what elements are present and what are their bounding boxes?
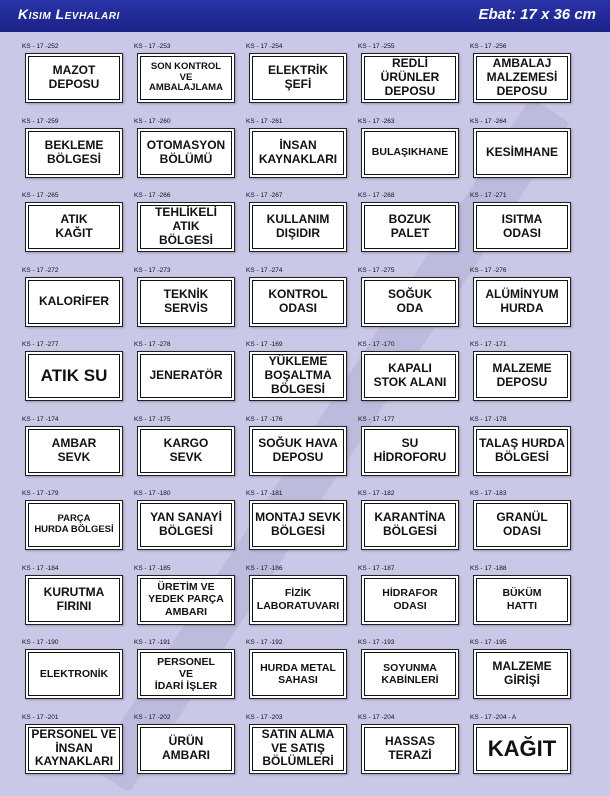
sign-label: YÜKLEME BOŞALTMA BÖLGESİ [264, 354, 332, 396]
product-code: KS - 17 -179 [22, 490, 59, 497]
sign-cell [246, 193, 344, 268]
sign-cell [22, 44, 120, 119]
sign-label: MALZEME DEPOSU [492, 361, 552, 389]
sign-label: İNSAN KAYNAKLARI [258, 137, 338, 166]
sign-plate[interactable] [137, 649, 235, 699]
sign-label: SON KONTROL VE AMBALAJLAMA [149, 60, 223, 94]
sign-plate[interactable] [361, 128, 459, 178]
sign-plate[interactable] [249, 128, 347, 178]
sign-plate[interactable] [249, 426, 347, 476]
product-code: KS - 17 -184 [22, 564, 59, 572]
sign-label: HASSAS TERAZİ [384, 733, 435, 762]
sign-cell [470, 715, 568, 790]
sign-label: ATIK KAĞIT [55, 212, 93, 240]
sign-cell [22, 566, 120, 641]
sign-plate[interactable] [25, 500, 123, 550]
sign-plate[interactable] [249, 351, 347, 401]
sign-cell [22, 640, 120, 715]
product-code: KS - 17 -256 [470, 43, 507, 50]
product-code: KS - 17 -271 [470, 192, 507, 199]
product-code: KS - 17 -188 [470, 564, 507, 572]
sign-cell [358, 715, 456, 790]
sign-label: REDLİ ÜRÜNLER DEPOSU [380, 56, 440, 98]
sign-cell [358, 193, 456, 268]
sign-plate[interactable] [361, 202, 459, 252]
sign-cell [358, 417, 456, 492]
product-code: KS - 17 -178 [470, 415, 507, 423]
sign-plate[interactable] [473, 277, 571, 327]
sign-label: BOZUK PALET [388, 212, 432, 240]
sign-cell [358, 491, 456, 566]
product-code: KS - 17 -267 [246, 192, 283, 199]
sign-cell [470, 417, 568, 492]
sign-label: PERSONEL VE İNSAN KAYNAKLARI [31, 726, 117, 769]
sign-label: ÜRÜN AMBARI [162, 733, 210, 762]
sign-cell [246, 566, 344, 641]
sign-plate[interactable] [249, 277, 347, 327]
sign-plate[interactable] [361, 426, 459, 476]
product-code: KS - 17 -273 [134, 266, 171, 274]
sign-plate[interactable] [473, 575, 571, 625]
sign-cell [134, 193, 232, 268]
sign-cell [22, 119, 120, 194]
product-code: KS - 17 -171 [470, 341, 507, 348]
product-code: KS - 17 -264 [470, 117, 507, 125]
sign-plate[interactable] [137, 53, 235, 103]
product-code: KS - 17 -192 [246, 639, 283, 646]
product-code: KS - 17 -174 [22, 415, 59, 423]
sign-plate[interactable] [473, 351, 571, 401]
product-code: KS - 17 -265 [22, 192, 59, 199]
sign-label: BEKLEME BÖLGESİ [44, 137, 104, 166]
sign-cell [470, 119, 568, 194]
sign-cell [470, 566, 568, 641]
sign-label: SOYUNMA KABİNLERİ [381, 661, 439, 686]
sign-cell [246, 417, 344, 492]
sign-plate[interactable] [25, 575, 123, 625]
sign-plate[interactable] [249, 53, 347, 103]
sign-plate[interactable] [137, 277, 235, 327]
sign-plate[interactable] [473, 53, 571, 103]
sign-plate[interactable] [361, 649, 459, 699]
sign-plate[interactable] [249, 500, 347, 550]
sign-label: FİZİK LABORATUVARI [256, 587, 340, 612]
product-code: KS - 17 -183 [470, 490, 507, 497]
product-code: KS - 17 -260 [134, 117, 171, 125]
sign-label: BÜKÜM HATTI [502, 587, 542, 612]
sign-cell [134, 268, 232, 343]
sign-plate[interactable] [137, 351, 235, 401]
sign-plate[interactable] [361, 351, 459, 401]
sign-plate[interactable] [25, 724, 123, 774]
sign-label: KONTROL ODASI [268, 286, 328, 315]
sign-plate[interactable] [25, 202, 123, 252]
sign-label: MALZEME GİRİŞİ [492, 659, 552, 687]
sign-cell [358, 268, 456, 343]
sign-cell [134, 491, 232, 566]
product-code: KS - 17 -170 [358, 341, 395, 348]
product-code: KS - 17 -275 [358, 266, 395, 274]
sign-plate[interactable] [473, 500, 571, 550]
sign-cell [246, 342, 344, 417]
sign-plate[interactable] [249, 575, 347, 625]
sign-cell [134, 342, 232, 417]
sign-label: SOĞUK HAVA DEPOSU [258, 435, 338, 464]
sign-cell [470, 44, 568, 119]
product-code: KS - 17 -181 [246, 490, 283, 497]
sign-plate[interactable] [137, 500, 235, 550]
sign-cell [246, 268, 344, 343]
sign-cell [22, 268, 120, 343]
sign-cell [22, 417, 120, 492]
sign-cell [246, 44, 344, 119]
sign-cell [246, 119, 344, 194]
sign-cell [134, 566, 232, 641]
sign-cell [22, 193, 120, 268]
product-code: KS - 17 -193 [358, 639, 395, 646]
sign-label: GRANÜL ODASI [496, 510, 548, 538]
sign-cell [470, 268, 568, 343]
sign-cell [470, 640, 568, 715]
sign-label: KARGO SEVK [163, 435, 209, 464]
sign-cell [22, 342, 120, 417]
sign-label: AMBAR SEVK [51, 435, 97, 464]
sign-plate[interactable] [249, 649, 347, 699]
sign-cell [134, 417, 232, 492]
sign-cell [470, 193, 568, 268]
sign-plate[interactable] [137, 575, 235, 625]
sign-label: TEKNİK SERVİS [163, 286, 209, 315]
sign-label: SATIN ALMA VE SATIŞ BÖLÜMLERİ [261, 726, 335, 769]
sign-label: YAN SANAYİ BÖLGESİ [150, 510, 222, 538]
product-code: KS - 17 -263 [358, 117, 395, 125]
sign-plate[interactable] [25, 649, 123, 699]
product-code: KS - 17 -201 [22, 713, 59, 721]
sign-plate[interactable] [137, 426, 235, 476]
sign-cell [134, 119, 232, 194]
product-code: KS - 17 -253 [134, 43, 171, 50]
sign-cell [246, 715, 344, 790]
sign-plate[interactable] [25, 277, 123, 327]
sign-label: TEHLİKELİ ATIK BÖLGESİ [155, 205, 217, 247]
sign-cell [22, 491, 120, 566]
sign-plate[interactable] [25, 351, 123, 401]
product-code: KS - 17 -195 [470, 639, 507, 646]
product-code: KS - 17 -277 [22, 341, 59, 348]
sign-cell [134, 44, 232, 119]
product-code: KS - 17 -182 [358, 490, 395, 497]
product-code: KS - 17 -169 [246, 341, 283, 348]
sign-label: PERSONEL VE İDARİ İŞLER [154, 655, 218, 693]
sign-plate[interactable] [473, 649, 571, 699]
product-code: KS - 17 -180 [134, 490, 171, 497]
sign-label: ISITMA ODASI [501, 212, 543, 240]
sign-label: AMBALAJ MALZEMESİ DEPOSU [486, 56, 558, 98]
page-header [0, 0, 610, 32]
sign-cell [358, 119, 456, 194]
sign-plate[interactable] [473, 202, 571, 252]
sign-label: KARANTİNA BÖLGESİ [374, 510, 446, 538]
sign-label: KAĞIT [487, 735, 557, 761]
product-code: KS - 17 -186 [246, 564, 283, 572]
sign-plate[interactable] [137, 724, 235, 774]
sign-label: KURUTMA FIRINI [43, 584, 105, 613]
sign-grid [22, 44, 588, 789]
sign-label: TALAŞ HURDA BÖLGESİ [479, 435, 565, 464]
sign-cell [246, 640, 344, 715]
sign-label: ELEKTRONİK [39, 667, 109, 680]
product-code: KS - 17 -203 [246, 713, 283, 721]
sign-plate[interactable] [25, 128, 123, 178]
sign-label: ÜRETİM VE YEDEK PARÇA AMBARI [148, 581, 224, 618]
product-code: KS - 17 -268 [358, 192, 395, 199]
sign-plate[interactable] [361, 724, 459, 774]
sign-label: KALORİFER [39, 293, 109, 308]
sign-label: KAPALI STOK ALANI [373, 361, 447, 389]
sign-plate[interactable] [25, 426, 123, 476]
sign-label: HİDRAFOR ODASI [382, 587, 438, 612]
sign-cell [358, 44, 456, 119]
sign-plate[interactable] [249, 724, 347, 774]
sign-cell [470, 342, 568, 417]
product-code: KS - 17 -259 [22, 117, 59, 125]
sign-label: MAZOT DEPOSU [48, 63, 100, 91]
product-code: KS - 17 -278 [134, 341, 171, 348]
product-code: KS - 17 -190 [22, 639, 59, 646]
product-code: KS - 17 -272 [22, 266, 59, 274]
sign-cell [134, 640, 232, 715]
sign-cell [358, 640, 456, 715]
sign-label: HURDA METAL SAHASI [260, 661, 336, 686]
product-code: KS - 17 -255 [358, 43, 395, 50]
sign-label: SU HİDROFORU [373, 435, 447, 464]
sign-label: ELEKTRİK ŞEFİ [268, 63, 328, 91]
sign-plate[interactable] [473, 724, 571, 774]
product-code: KS - 17 -202 [134, 713, 171, 721]
sign-label: OTOMASYON BÖLÜMÜ [146, 137, 226, 166]
sign-plate[interactable] [361, 500, 459, 550]
sign-plate[interactable] [25, 53, 123, 103]
sign-label: KESİMHANE [485, 144, 558, 159]
sign-cell [358, 342, 456, 417]
product-code: KS - 17 -204 [358, 713, 395, 721]
sign-cell [134, 715, 232, 790]
sign-cell [22, 715, 120, 790]
sign-plate[interactable] [473, 426, 571, 476]
sign-plate[interactable] [137, 128, 235, 178]
sign-cell [470, 491, 568, 566]
sign-label: JENERATÖR [149, 368, 223, 383]
product-code: KS - 17 -252 [22, 43, 59, 50]
sign-cell [358, 566, 456, 641]
product-code: KS - 17 -276 [470, 266, 507, 274]
product-code: KS - 17 -274 [246, 266, 283, 274]
sign-label: MONTAJ SEVK BÖLGESİ [255, 510, 341, 538]
product-code: KS - 17 -185 [134, 564, 171, 572]
sign-label: BULAŞIKHANE [371, 146, 449, 159]
sign-plate[interactable] [361, 277, 459, 327]
product-code: KS - 17 -261 [246, 117, 283, 125]
sign-plate[interactable] [137, 202, 235, 252]
size-label: Ebat: 17 x 36 cm [478, 6, 596, 23]
sign-label: SOĞUK ODA [387, 286, 432, 315]
product-code: KS - 17 -254 [246, 43, 283, 50]
sign-label: ALÜMİNYUM HURDA [485, 286, 559, 315]
sign-plate[interactable] [361, 53, 459, 103]
sign-plate[interactable] [361, 575, 459, 625]
product-code: KS - 17 -204 - A [470, 713, 517, 721]
sign-plate[interactable] [473, 128, 571, 178]
sign-cell [246, 491, 344, 566]
sign-label: ATIK SU [40, 366, 108, 386]
product-code: KS - 17 -175 [134, 415, 171, 423]
sign-label: KULLANIM DIŞIDIR [266, 212, 330, 240]
product-code: KS - 17 -187 [358, 564, 395, 572]
sign-plate[interactable] [249, 202, 347, 252]
product-code: KS - 17 -191 [134, 639, 171, 646]
section-title: Kısım Levhaları [18, 6, 120, 22]
product-code: KS - 17 -176 [246, 415, 283, 423]
product-code: KS - 17 -177 [358, 415, 395, 423]
product-code: KS - 17 -266 [134, 192, 171, 199]
sign-label: PARÇA HURDA BÖLGESİ [34, 513, 114, 535]
